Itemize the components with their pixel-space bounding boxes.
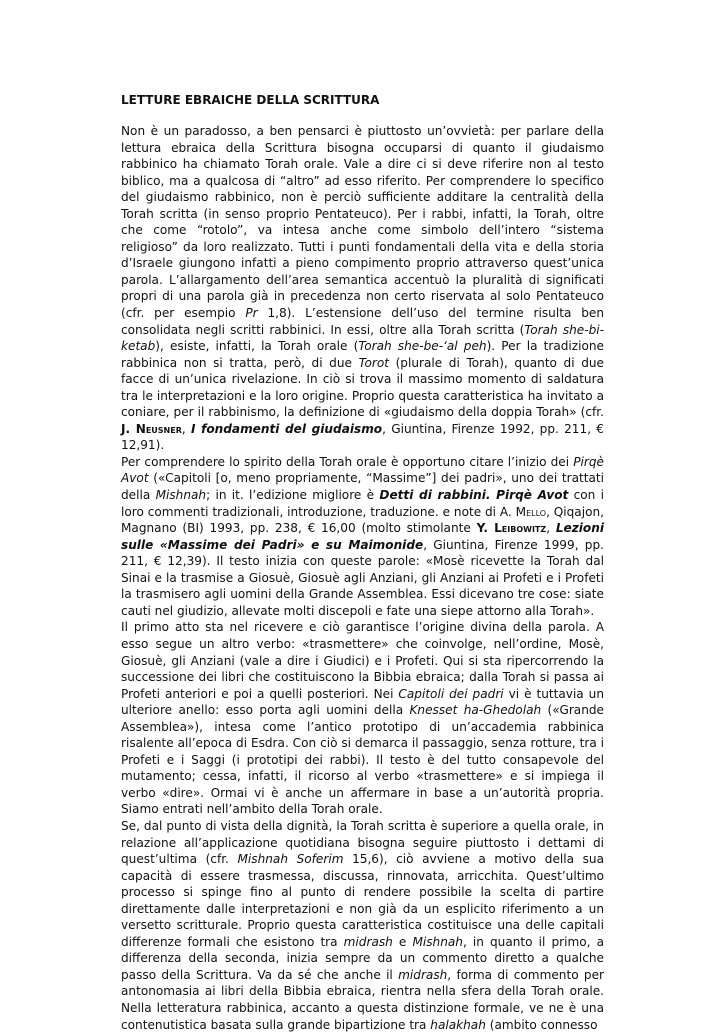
text-run: e (392, 934, 413, 949)
text-run: Detti di rabbini. Pirqè Avot (379, 488, 569, 503)
text-run: (ambito connesso (485, 1017, 598, 1032)
text-run: Mello (515, 504, 547, 519)
text-run: ). Per la tradizione rabbinica non si tratta, però, di due (121, 339, 604, 370)
paragraph (121, 818, 604, 1033)
text-run: vi è tuttavia un ulteriore anello: esso porta agli uomini della (121, 686, 605, 718)
document-page (121, 92, 604, 1033)
text-run: Mishnah (155, 488, 207, 503)
paragraph (121, 619, 604, 818)
text-run: Per comprendere lo spirito della Torah orale è opportuno citare l’inizio dei (121, 454, 574, 469)
text-run: Torah she-be-‘al peh (358, 339, 487, 354)
text-run: I fondamenti del giudaismo (190, 421, 383, 436)
text-run: Pirqè Avot (121, 454, 604, 486)
text-run: 1,8). L’estensione dell’uso del termine risulta ben consolidata negli scritti rabbinici. In essi, oltre alla Torah scritta ( (121, 306, 604, 337)
text-run: , (181, 421, 191, 436)
text-run: Knesset ha-Ghedolah (409, 703, 542, 718)
text-run: , in quanto il primo, a differenza della seconda, inizia sempre da un commento diretto a qualche passo della Scrittura. Va da sé che anche il (121, 934, 604, 982)
text-run: Torot (358, 355, 389, 370)
text-run: («Grande Assemblea»), intesa come l’antico prototipo di un’accademia rabbinica risalente all’epoca di Esdra. Con ciò si demarca il passaggio, senza rotture, tra i Profeti e i Saggi (i prototipi dei rabbi). Il testo è del tutto consapevole del mutamento; cessa, infatti, il ricorso al verbo «trasmettere» e si impiega il verbo «dire». Ormai vi è anche un affermare in base a un’autorità propria. Siamo entrati nell’ambito della Torah orale. (121, 703, 604, 817)
text-run: Pr (245, 306, 258, 321)
text-run: («Capitoli [o, meno propriamente, “Massime”] dei padri», uno dei trattati della (121, 471, 604, 503)
text-run: J. Neusner (121, 421, 182, 436)
paragraph (121, 454, 604, 619)
text-run: Lezioni sulle «Massime dei Padri» e su Maimonide (121, 521, 604, 552)
text-run: con i loro commenti tradizionali, introduzione, traduzione. e note di A. (121, 488, 605, 519)
text-run: , Qiqajon, Magnano (BI) 1993, pp. 238, € 16,00 (molto stimolante (121, 504, 604, 536)
text-run: Il primo atto sta nel ricevere e ciò garantisce l’origine divina della parola. A esso segue un altro verbo: «trasmettere» che coinvolge, nell’ordine, Mosè, Giosuè, gli Anziani (vale a dire i Giudici) e i Profeti. Qui si sta ripercorrendo la successione dei libri che costituiscono la Bibbia ebraica; dalla Torah si passa ai Profeti anteriori e poi a quelli posteriori. Nei (121, 620, 604, 701)
text-run: Capitoli dei padri (398, 686, 504, 701)
text-run: midrash (343, 934, 393, 949)
document-body (121, 123, 604, 1033)
text-run: Se, dal punto di vista della dignità, la Torah scritta è superiore a quella orale, in relazione all’applicazione quotidiana bisogna seguire piuttosto i dettami di quest’ultima (cfr. (121, 818, 604, 867)
text-run: ), esiste, infatti, la Torah orale ( (155, 339, 359, 354)
document-title: LETTURE EBRAICHE DELLA SCRITTURA (121, 93, 380, 107)
text-run: , (546, 521, 556, 536)
text-run: ; in it. l’edizione migliore è (206, 488, 380, 503)
text-run: , Giuntina, Firenze 1992, pp. 211, € 12,91). (121, 421, 604, 453)
text-run: Mishnah (412, 934, 463, 949)
text-run: 15,6), ciò avviene a motivo della sua capacità di essere trasmessa, discussa, rinnovata, arricchita. Quest’ultimo processo si spinge fino al punto di rendere possibile la scelta di partire direttamente dalle interpretazioni e non già da un esplicito riferimento a un versetto scritturale. Proprio questa caratteristica costituisce una delle capitali differenze formali che esistono tra (121, 852, 604, 949)
text-run: halakhah (430, 1017, 486, 1032)
text-run: Non è un paradosso, a ben pensarci è piuttosto un’ovvietà: per parlare della lettura ebraica della Scrittura bisogna occuparsi di quanto il giudaismo rabbinico ha chiamato Torah orale. Vale a dire ci si deve riferire non al testo biblico, ma a qualcosa di “altro” ad esso riferito. Per comprendere lo specifico del giudaismo rabbinico, non è perciò sufficiente additare la centralità della Torah scritta (in senso proprio Pentateuco). Per i rabbi, infatti, la Torah, oltre che come “rotolo”, va intesa anche come simbolo dell’intero “sistema religioso” da loro realizzato. Tutti i punti fondamentali della vita e della storia d’Israele giungono infatti a pieno compimento proprio attraverso quest’unica parola. L’allargamento dell’area semantica accentuò la pluralità di significati propri di una parola già in precedenza non certo riservata al solo Pentateuco (cfr. per esempio (121, 124, 604, 321)
text-run: Mishnah Soferim (237, 852, 344, 867)
text-run: midrash (398, 967, 448, 982)
text-run: , forma di commento per antonomasia ai libri della Bibbia ebraica, rientra nella sfera della Torah orale. Nella letteratura rabbinica, accanto a questa distinzione formale, ve ne è una contenutistica basata sulla grande bipartizione tra (121, 967, 605, 1032)
text-run: Y. Leibowitz (476, 521, 547, 536)
text-run: , Giuntina, Firenze 1999, pp. 211, € 12,39). Il testo inizia con queste parole: «Mosè ricevette la Torah dal Sinai e la trasmise a Giosuè, Giosuè agli Anziani, gli Anziani ai Profeti e i Profeti la trasmisero agli uomini della Grande Assemblea. Essi dicevano tre cose: siate cauti nel giudizio, allevate molti discepoli e fate una siepe attorno alla Torah». (121, 537, 604, 618)
text-run: (plurale di Torah), quanto di due facce di un’unica rivelazione. In ciò si trova il massimo momento di saldatura tra le interpretazioni e la loro origine. Proprio questa caratteristica ha invitato a coniare, per il rabbinismo, la definizione di «giudaismo della doppia Torah» (cfr. (121, 355, 604, 420)
paragraph (121, 123, 604, 454)
text-run: Torah she-bi-ketab (121, 322, 604, 354)
